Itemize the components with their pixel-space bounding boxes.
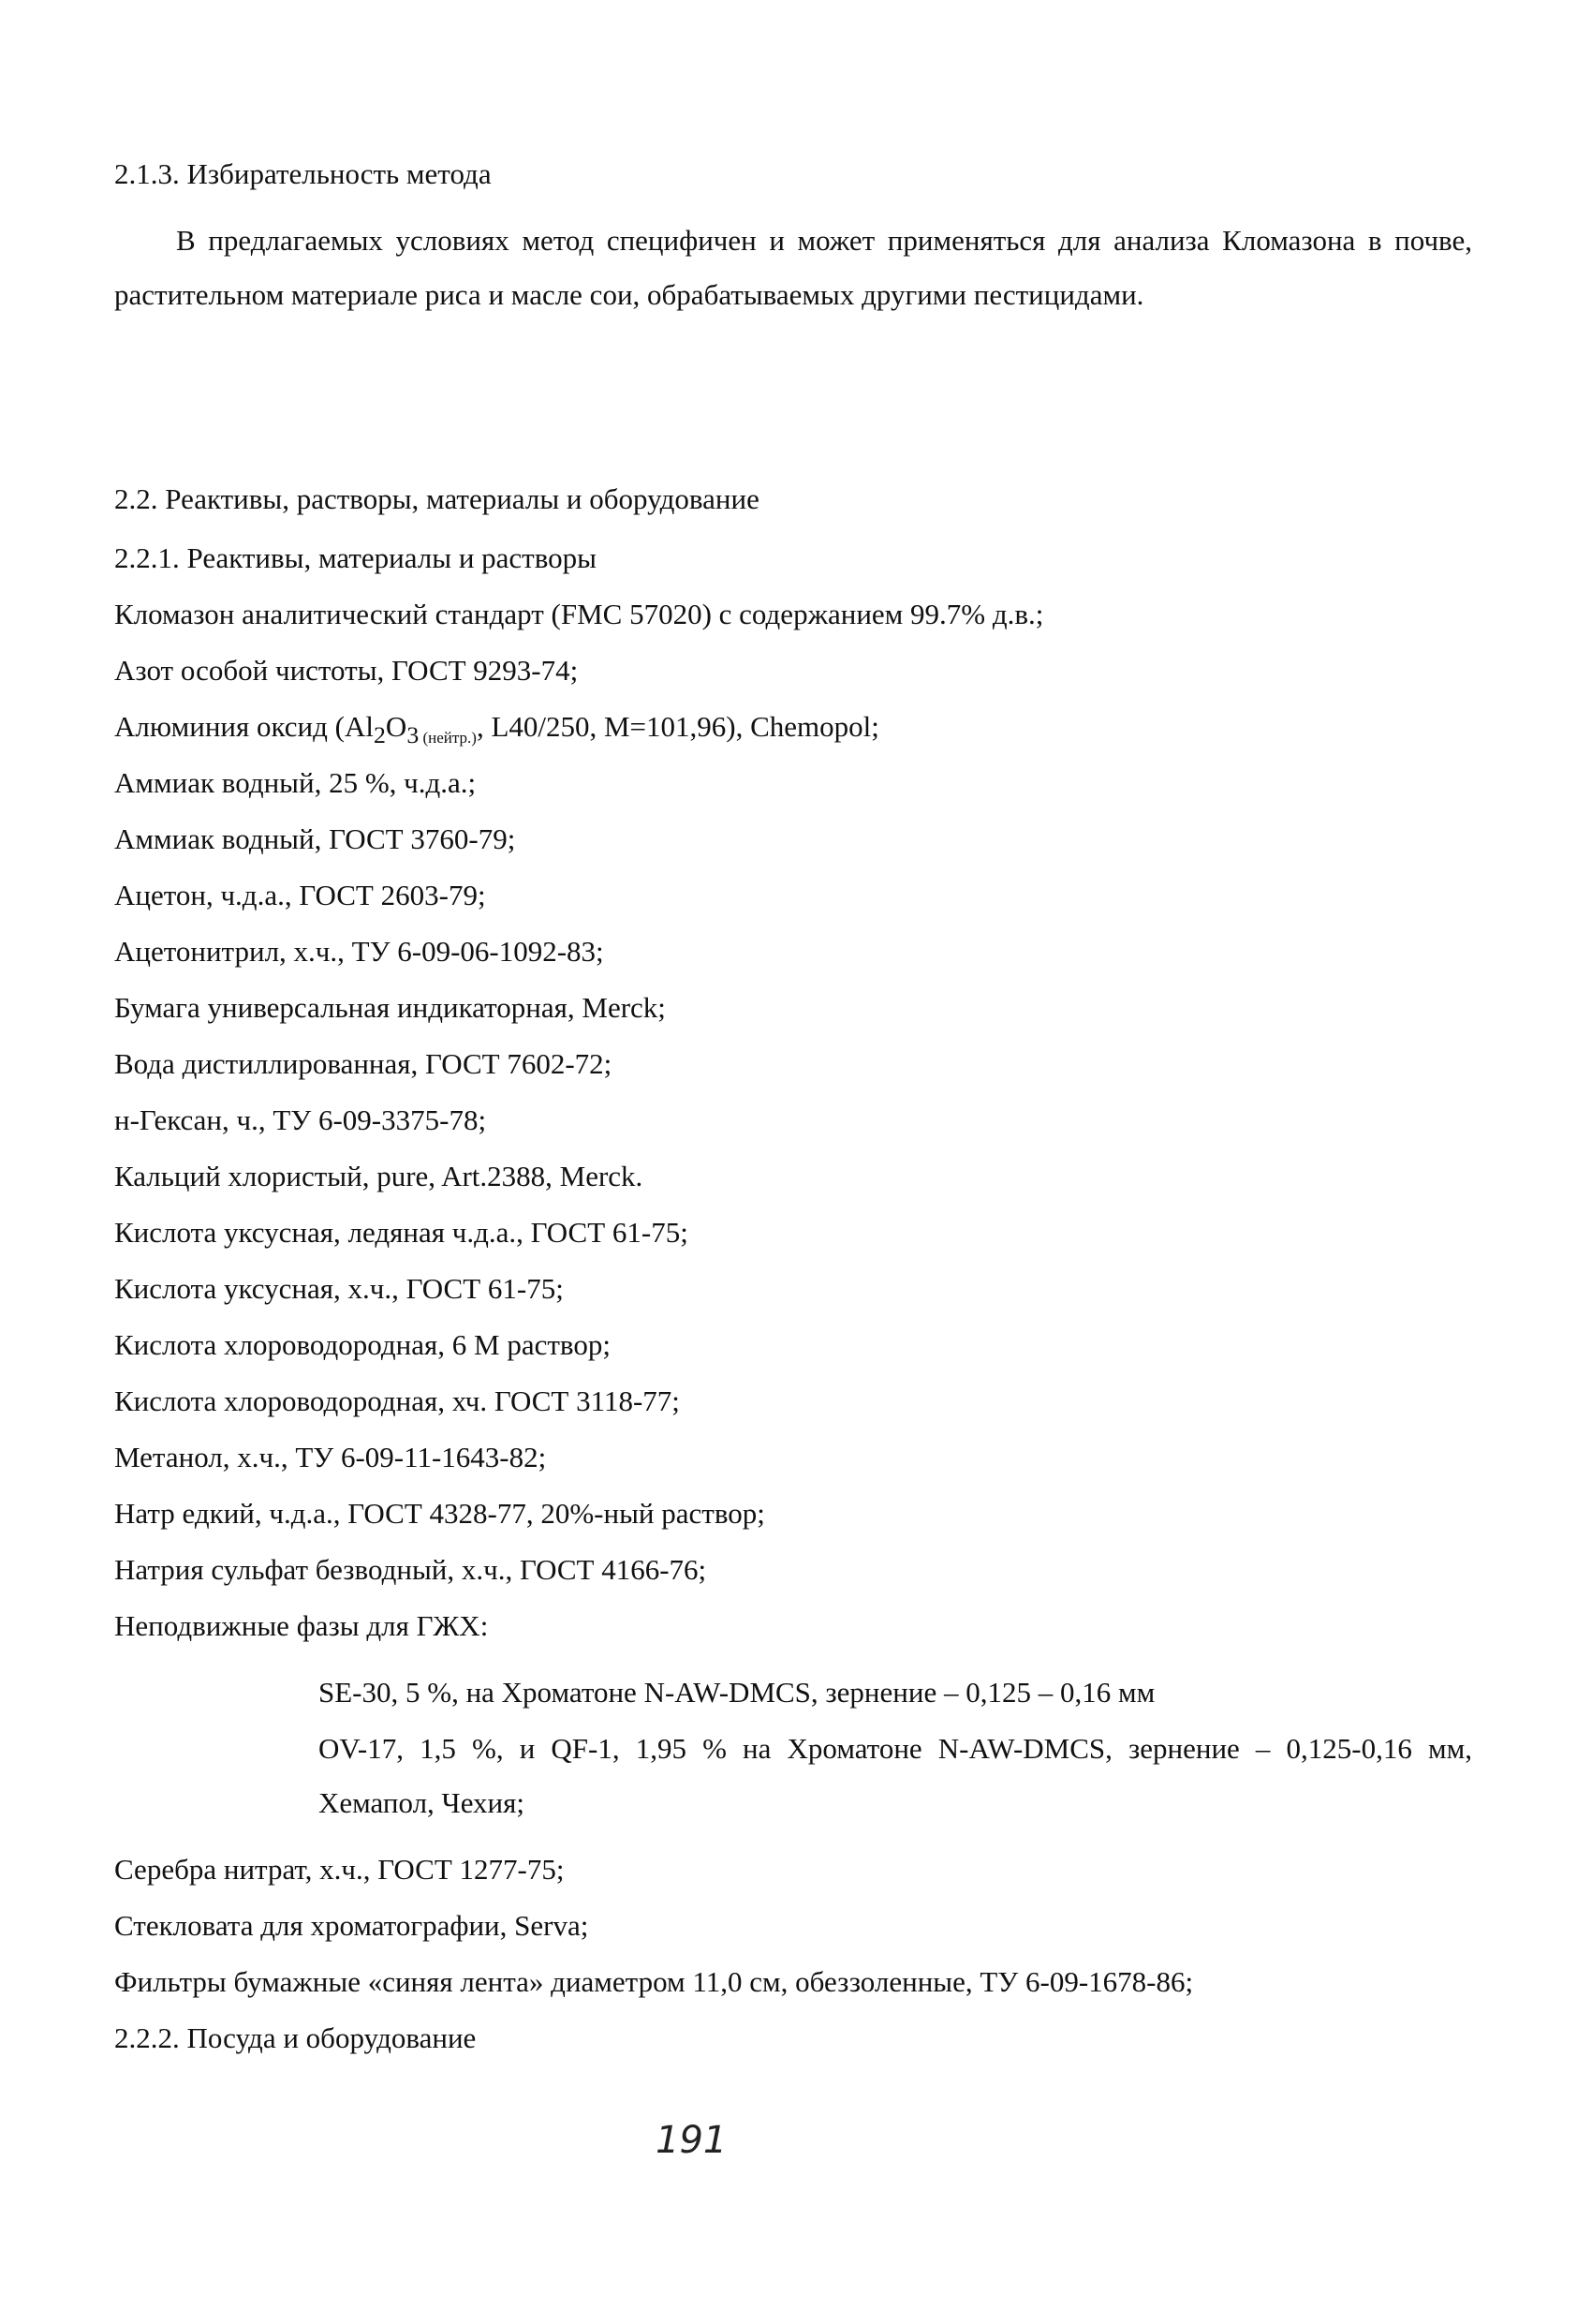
list-item: Кислота хлороводородная, 6 М раствор; <box>114 1328 611 1361</box>
list-item: Азот особой чистоты, ГОСТ 9293-74; <box>114 654 579 687</box>
stationary-phase-1: SE-30, 5 %, на Хроматоне N-AW-DMCS, зернение – 0,125 – 0,16 мм <box>318 1676 1156 1709</box>
list-item: Бумага универсальная индикаторная, Merck; <box>114 991 666 1024</box>
list-item: Кальций хлористый, pure, Art.2388, Merck. <box>114 1160 643 1192</box>
list-item-alumina: Алюминия оксид ($Al_2O_3$ $_{(нейтр.)}$, L40/250, M=101,96), Chemopol; <box>114 710 879 749</box>
section-2-2-heading: 2.2. Реактивы, растворы, материалы и оборудование <box>114 482 759 515</box>
list-item: Натрия сульфат безводный, х.ч., ГОСТ 4166-76; <box>114 1553 707 1586</box>
list-item: Неподвижные фазы для ГЖХ: <box>114 1609 489 1642</box>
list-item: Ацетонитрил, х.ч., ТУ 6-09-06-1092-83; <box>114 935 604 968</box>
paragraph-text: В предлагаемых условиях метод специфичен и может применяться для анализа Кломазона в почве, растительном материале риса и масле сои, обрабатываемых другими пестицидами. <box>114 224 1472 311</box>
list-item: Кислота хлороводородная, хч. ГОСТ 3118-77; <box>114 1384 680 1417</box>
list-item: Кломазон аналитический стандарт (FMC 57020) с содержанием 99.7% д.в.; <box>114 598 1044 630</box>
list-item: н-Гексан, ч., ТУ 6-09-3375-78; <box>114 1103 487 1136</box>
list-item: Серебра нитрат, х.ч., ГОСТ 1277-75; <box>114 1853 565 1886</box>
list-item: Натр едкий, ч.д.а., ГОСТ 4328-77, 20%-ный раствор; <box>114 1497 765 1530</box>
page-number: 191 <box>656 2119 728 2162</box>
list-item: Стекловата для хроматографии, Serva; <box>114 1909 589 1942</box>
list-item: Вода дистиллированная, ГОСТ 7602-72; <box>114 1047 612 1080</box>
list-item: Фильтры бумажные «синяя лента» диаметром 11,0 см, обеззоленные, ТУ 6-09-1678-86; <box>114 1965 1194 1998</box>
stationary-phase-2: OV-17, 1,5 %, и QF-1, 1,95 % на Хроматоне N-AW-DMCS, зернение – 0,125-0,16 мм, Хемапол, Чехия; <box>318 1732 1472 1819</box>
list-item: Метанол, х.ч., ТУ 6-09-11-1643-82; <box>114 1441 547 1473</box>
section-2-1-3-heading: 2.1.3. Избирательность метода <box>114 157 492 190</box>
section-2-2-1-heading: 2.2.1. Реактивы, материалы и растворы <box>114 541 597 574</box>
list-item: Аммиак водный, 25 %, ч.д.а.; <box>114 766 477 799</box>
list-item: Ацетон, ч.д.а., ГОСТ 2603-79; <box>114 879 486 911</box>
list-item: Кислота уксусная, х.ч., ГОСТ 61-75; <box>114 1272 564 1305</box>
list-item: Кислота уксусная, ледяная ч.д.а., ГОСТ 61-75; <box>114 1216 688 1249</box>
list-item: Аммиак водный, ГОСТ 3760-79; <box>114 822 516 855</box>
section-2-1-3-paragraph <box>114 214 1472 322</box>
section-2-2-2-heading: 2.2.2. Посуда и оборудование <box>114 2021 477 2054</box>
